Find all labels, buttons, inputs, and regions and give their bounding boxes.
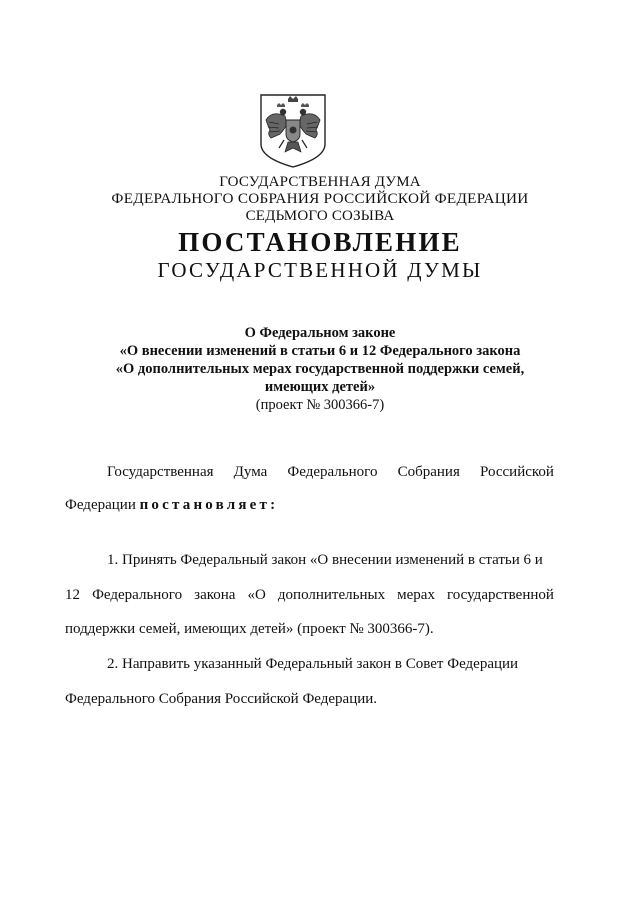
preamble-line-1 <box>107 463 554 481</box>
subject-line-3: «О дополнительных мерах государственной поддержки семей, <box>115 361 525 377</box>
resolves-keyword: постановляет: <box>139 497 279 513</box>
header-line-federal-assembly: ФЕДЕРАЛЬНОГО СОБРАНИЯ РОССИЙСКОЙ ФЕДЕРАЦИИ <box>111 190 529 207</box>
item-1-word: 12 <box>65 587 80 603</box>
preamble-word: Российской <box>480 464 554 480</box>
item-1-word: государственной <box>447 587 554 603</box>
item-2-line-1: 2. Направить указанный Федеральный закон в Совет Федерации <box>107 656 519 672</box>
subject-line-2: «О внесении изменений в статьи 6 и 12 Федерального закона <box>119 343 521 359</box>
item-1-word: закона <box>194 587 236 603</box>
item-1-line-2 <box>65 586 554 604</box>
item-1-word: дополнительных <box>277 587 386 603</box>
preamble-word: Собрания <box>397 464 460 480</box>
header-line-convocation: СЕДЬМОГО СОЗЫВА <box>245 208 395 224</box>
item-1-line-1: 1. Принять Федеральный закон «О внесении изменений в статьи 6 и <box>107 552 543 568</box>
item-1-word: Федерального <box>92 587 183 603</box>
item-1-word: «О <box>247 587 266 603</box>
project-number: (проект № 300366-7) <box>255 397 385 413</box>
preamble-word: Дума <box>233 464 268 480</box>
item-2-line-2: Федерального Собрания Российской Федерации. <box>65 691 378 707</box>
preamble-line-2 <box>65 496 278 514</box>
item-1-word: мерах <box>397 587 435 603</box>
subject-line-4: имеющих детей» <box>264 379 376 395</box>
item-1-line-3: поддержки семей, имеющих детей» (проект № 300366-7). <box>65 621 434 637</box>
document-subtitle: ГОСУДАРСТВЕННОЙ ДУМЫ <box>157 258 483 282</box>
coat-of-arms-icon <box>258 92 328 170</box>
header-line-duma: ГОСУДАРСТВЕННАЯ ДУМА <box>219 174 421 190</box>
preamble-word: Государственная <box>107 464 214 480</box>
preamble-federation: Федерации <box>65 497 136 513</box>
preamble-word: Федерального <box>287 464 378 480</box>
document-title: ПОСТАНОВЛЕНИЕ <box>178 227 462 257</box>
subject-line-1: О Федеральном законе <box>244 325 396 341</box>
